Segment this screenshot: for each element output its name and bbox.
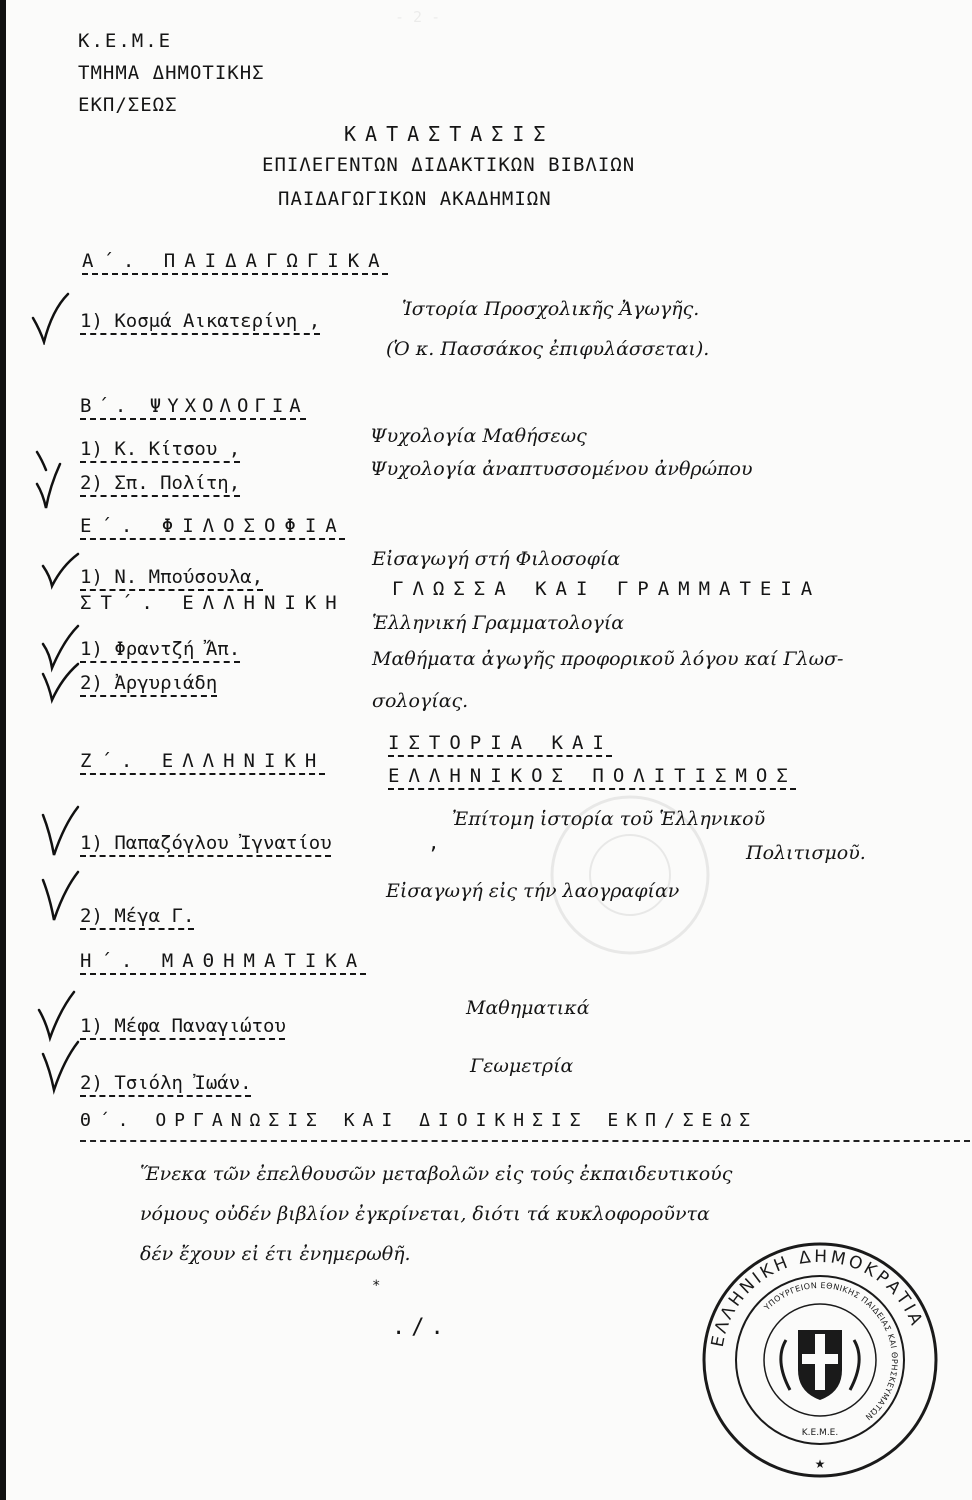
section-b-item-2-book: Ψυχολογία ἀναπτυσσομένου ἀνθρώπου (370, 458, 753, 480)
header-dept: ΤΜΗΜΑ ΔΗΜΟΤΙΚΗΣ (78, 62, 265, 84)
check-mark-icon (40, 870, 80, 925)
seal-outer-text: ΕΛΛΗΝΙΚΗ ΔΗΜΟΚΡΑΤΙΑ (707, 1246, 928, 1349)
section-a-item-1-author: 1) Κοσμά Αικατερίνη , (80, 310, 321, 332)
doc-subtitle-1: ΕΠΙΛΕΓΕΝΤΩΝ ΔΙΔΑΚΤΙΚΩΝ ΒΙΒΛΙΩΝ (262, 154, 636, 176)
section-st-item-1-book: Ἑλληνική Γραμματολογία (372, 612, 625, 634)
section-e-item-1-author: 1) Ν. Μπούσουλα, (80, 566, 264, 588)
header-unit: ΕΚΠ/ΣΕΩΣ (78, 94, 178, 116)
section-h-item-2-author: 2) Τσιόλη Ἰωάν. (80, 1072, 252, 1094)
section-h-item-1-book: Μαθηματικά (466, 997, 590, 1019)
coat-of-arms-icon (781, 1330, 859, 1400)
section-th-rule (80, 1140, 970, 1142)
scan-edge (0, 0, 6, 1500)
section-h-item-2-book: Γεωμετρία (470, 1055, 574, 1077)
section-b-item-2-author: 2) Σπ. Πολίτη, (80, 472, 241, 494)
seal-inner-text: ΥΠΟΥΡΓΕΙΟΝ ΕΘΝΙΚΗΣ ΠΑΙΔΕΙΑΣ ΚΑΙ ΘΡΗΣΚΕΥΜΑΤΩΝ (762, 1280, 900, 1422)
section-z-item-2-book: Εἰσαγωγή εἰς τήν λαογραφίαν (386, 880, 680, 902)
header-org: Κ.Ε.Μ.Ε (78, 30, 173, 52)
asterisk-mark: * (372, 1278, 381, 1294)
faint-stamp-icon (530, 790, 730, 960)
doc-title: ΚΑΤΑΣΤΑΣΙΣ (344, 122, 555, 146)
check-mark-icon (40, 805, 80, 860)
section-st-heading-left: ΣΤ΄. ΕΛΛΗΝΙΚΗ (80, 592, 346, 614)
bleed-page-number: - 2 - (395, 8, 441, 26)
check-mark-icon (40, 548, 80, 603)
check-mark-icon (40, 660, 80, 715)
section-st-item-2-book-cont: σολογίας. (372, 690, 469, 712)
section-a-item-1-book: Ἱστορία Προσχολικῆς Ἀγωγῆς. (402, 298, 700, 320)
section-z-item-2-author: 2) Μέγα Γ. (80, 905, 195, 927)
section-h-heading: Η΄. ΜΑΘΗΜΑΤΙΚΑ (80, 950, 367, 972)
section-z-heading-right-1: ΙΣΤΟΡΙΑ ΚΑΙ (388, 732, 613, 754)
section-e-heading: Ε΄. ΦΙΛΟΣΟΦΙΑ (80, 515, 346, 537)
check-mark-icon (36, 990, 76, 1045)
check-mark-icon (30, 290, 70, 345)
section-z-item-1-author: 1) Παπαζόγλου Ἰγνατίου (80, 832, 332, 854)
end-mark: ./. (392, 1315, 450, 1340)
section-a-heading: Α΄. ΠΑΙΔΑΓΩΓΙΚΑ (82, 250, 389, 272)
check-mark-icon (40, 1040, 80, 1095)
seal-star: ★ (814, 1457, 826, 1471)
section-th-text-1: Ἕνεκα τῶν ἐπελθουσῶν μεταβολῶν εἰς τούς ἐκπαιδευτικούς (140, 1163, 733, 1185)
section-z-item-1-book: Ἐπίτομη ἱστορία τοῦ Ἑλληνικοῦ (452, 808, 766, 830)
section-st-item-2-author: 2) Ἀργυριάδη (80, 672, 218, 694)
section-st-heading-right: ΓΛΩΣΣΑ ΚΑΙ ΓΡΑΜΜΑΤΕΙΑ (392, 578, 822, 600)
section-z-item-1-sep: , (428, 832, 440, 854)
section-z-item-1-book-cont: Πολιτισμοῦ. (746, 842, 866, 864)
official-seal (700, 1240, 940, 1480)
doc-subtitle-2: ΠΑΙΔΑΓΩΓΙΚΩΝ ΑΚΑΔΗΜΙΩΝ (278, 188, 552, 210)
section-z-heading-left: Ζ΄. ΕΛΛΗΝΙΚΗ (80, 750, 326, 772)
seal-code: Κ.Ε.Μ.Ε. (801, 1428, 839, 1438)
section-th-text-3: δέν ἔχουν εἰ έτι ἐνημερωθῆ. (140, 1243, 411, 1265)
section-b-item-1-book: Ψυχολογία Μαθήσεως (370, 425, 587, 447)
section-b-heading: Β΄. ΨΥΧΟΛΟΓΙΑ (80, 395, 307, 417)
check-mark-icon (34, 458, 74, 513)
section-a-item-1-note: (Ὁ κ. Πασσάκος ἐπιφυλάσσεται). (386, 338, 710, 360)
section-e-item-1-book: Εἰσαγωγή στή Φιλοσοφία (372, 548, 621, 570)
section-b-item-1-author: 1) Κ. Κίτσου , (80, 438, 241, 460)
section-th-heading: Θ΄. ΟΡΓΑΝΩΣΙΣ ΚΑΙ ΔΙΟΙΚΗΣΙΣ ΕΚΠ/ΣΕΩΣ (80, 1110, 759, 1131)
section-st-item-2-book: Μαθήματα ἀγωγῆς προφορικοῦ λόγου καί Γλωσ- (372, 648, 844, 670)
section-th-text-2: νόμους οὐδέν βιβλίον ἐγκρίνεται, διότι τά κυκλοφοροῦντα (140, 1203, 710, 1225)
section-z-heading-right-2: ΕΛΛΗΝΙΚΟΣ ΠΟΛΙΤΙΣΜΟΣ (388, 765, 797, 787)
section-st-item-1-author: 1) Φραντζή Ἄπ. (80, 638, 241, 660)
section-h-item-1-author: 1) Μέφα Παναγιώτου (80, 1015, 286, 1037)
